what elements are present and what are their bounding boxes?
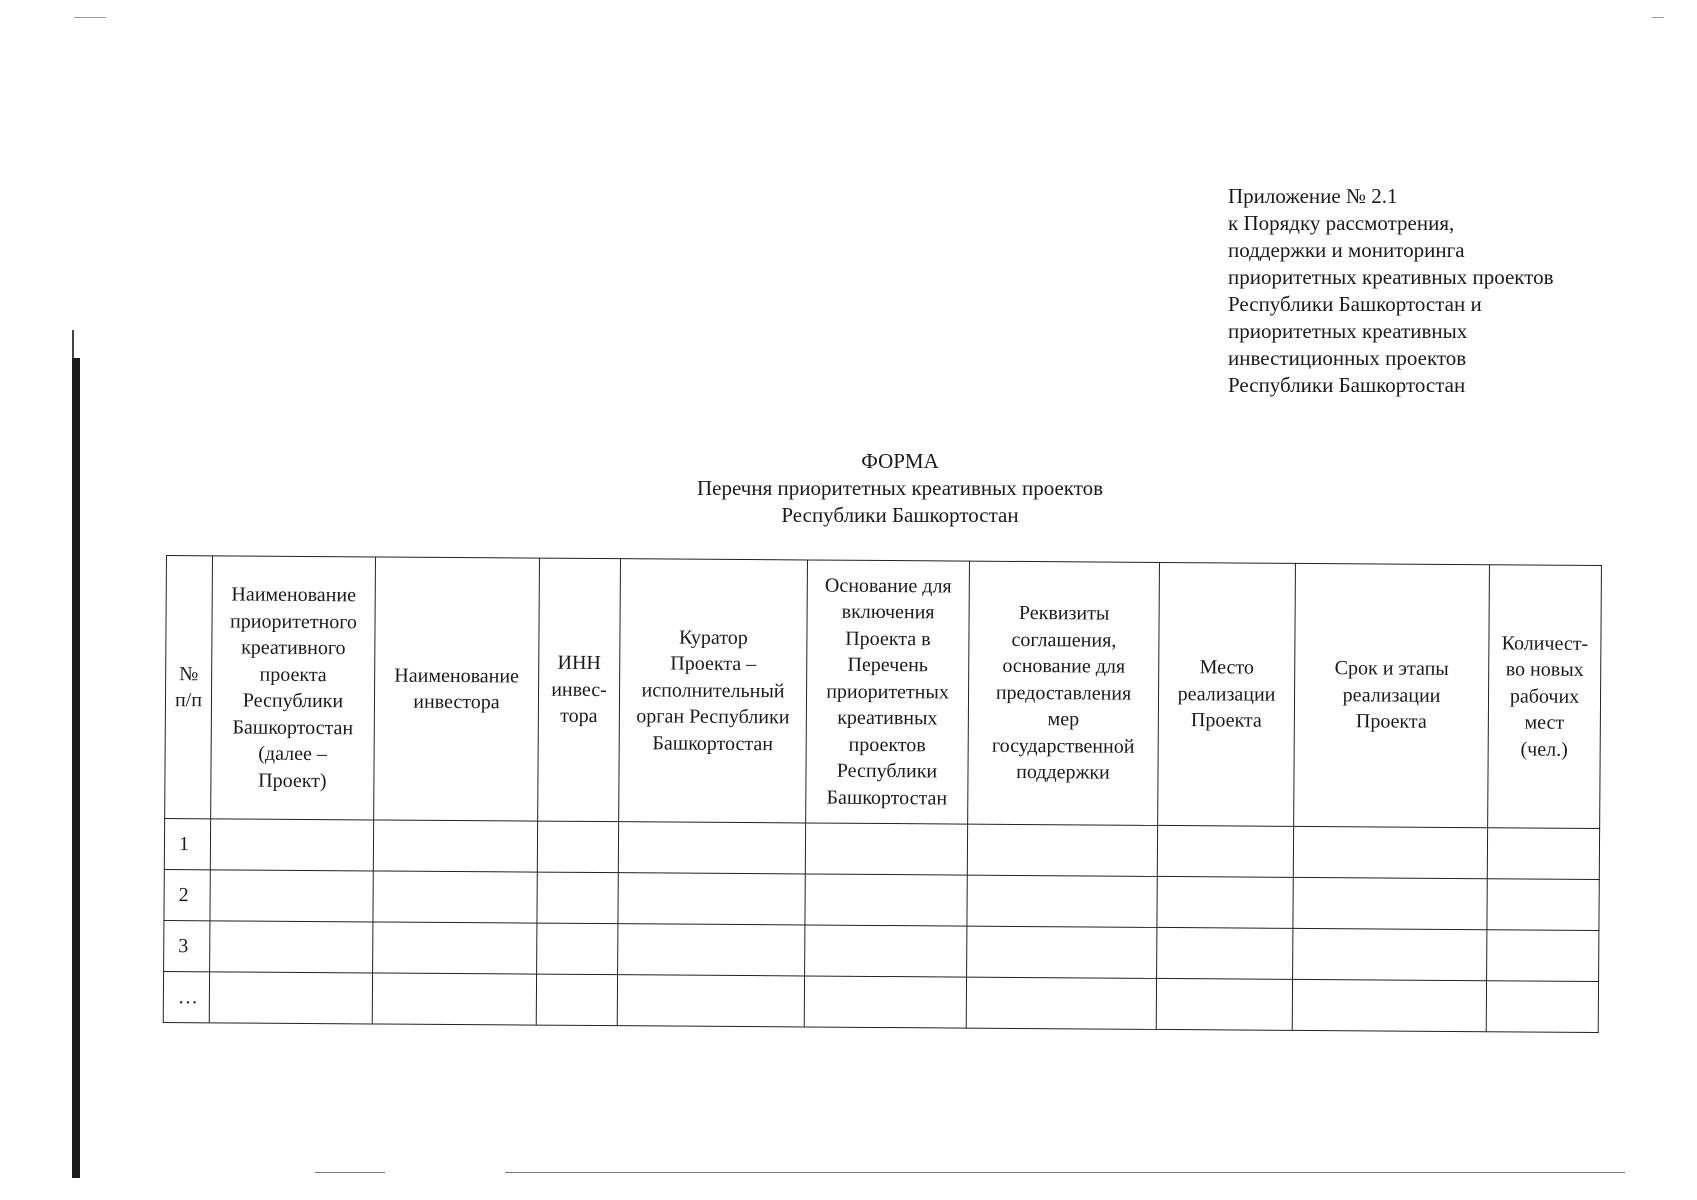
table-cell — [373, 871, 537, 923]
table-cell — [617, 975, 804, 1027]
table-cell — [805, 925, 967, 977]
header-cell-agreement-details: Реквизиты соглашения, основание для предоставления мер государственной поддержки — [968, 561, 1160, 825]
appendix-line: Приложение № 2.1 — [1228, 184, 1398, 208]
header-cell-new-jobs: Количест- во новых рабочих мест (чел.) — [1488, 565, 1602, 829]
table-cell — [618, 873, 805, 925]
scan-bottom-line — [505, 1172, 1625, 1173]
header-cell-investor-inn: ИНН инвес- тора — [538, 558, 621, 822]
header-cell-inclusion-basis: Основание для включения Проекта в Перечень приоритетных креативных проектов Республики Башкортостан — [806, 560, 970, 824]
appendix-line: приоритетных креативных проектов — [1228, 265, 1554, 289]
header-cell-curator: Куратор Проекта – исполнительный орган Республики Башкортостан — [619, 559, 808, 823]
table-cell — [1293, 826, 1487, 878]
table-cell — [966, 977, 1156, 1029]
table-cell — [967, 926, 1157, 978]
table-cell — [1487, 930, 1599, 982]
projects-table — [163, 555, 1602, 1033]
table-cell — [1487, 828, 1599, 880]
header-cell-number: № п/п — [165, 556, 213, 819]
table-cell — [537, 872, 618, 924]
table-cell — [805, 874, 967, 926]
table-cell — [967, 824, 1157, 876]
table-cell — [537, 821, 618, 873]
table-cell — [1292, 979, 1486, 1031]
table-row — [163, 971, 1598, 1032]
row-number: 2 — [164, 869, 210, 920]
appendix-line: Республики Башкортостан — [1228, 373, 1466, 397]
table-cell — [1293, 928, 1487, 980]
appendix-line: поддержки и мониторинга — [1228, 238, 1465, 262]
form-title — [560, 448, 1240, 529]
header-cell-project-name: Наименование приоритетного креативного проекта Республики Башкортостан (далее – Проект) — [211, 556, 376, 820]
table-cell — [1157, 825, 1293, 877]
appendix-line: к Порядку рассмотрения, — [1228, 211, 1455, 235]
form-heading: ФОРМА — [861, 449, 939, 473]
table-cell — [1156, 978, 1292, 1030]
table-cell — [618, 822, 805, 874]
table-cell — [210, 819, 373, 871]
appendix-note — [1228, 183, 1608, 399]
scan-bottom-line — [315, 1172, 385, 1173]
table-cell — [210, 870, 373, 922]
table-cell — [805, 823, 967, 875]
table-cell — [804, 976, 966, 1028]
table-cell — [618, 924, 805, 976]
header-cell-investor-name: Наименование инвестора — [374, 557, 540, 821]
form-subtitle-line: Перечня приоритетных креативных проектов — [696, 476, 1104, 500]
table-cell — [1157, 876, 1293, 928]
appendix-line: Республики Башкортостан и — [1228, 292, 1482, 316]
table-cell — [372, 973, 536, 1025]
table-cell — [537, 923, 618, 975]
table-cell — [1293, 877, 1487, 929]
row-number: 1 — [164, 818, 210, 869]
table-cell — [1486, 981, 1598, 1033]
scan-edge-bar — [72, 358, 80, 1178]
table-cell — [209, 972, 372, 1024]
scan-speck — [1652, 17, 1664, 18]
header-cell-location: Место реализации Проекта — [1158, 562, 1296, 826]
table-cell — [536, 974, 617, 1026]
table-cell — [967, 875, 1157, 927]
header-row — [165, 556, 1602, 829]
appendix-line: приоритетных креативных — [1228, 319, 1468, 343]
header-cell-timeline: Срок и этапы реализации Проекта — [1294, 563, 1490, 827]
appendix-line: инвестиционных проектов — [1228, 346, 1467, 370]
table-cell — [373, 820, 537, 872]
scan-speck — [74, 17, 106, 18]
table-cell — [210, 921, 373, 973]
row-number: 3 — [164, 920, 210, 971]
table-cell — [1157, 927, 1293, 979]
form-subtitle-line: Республики Башкортостан — [781, 503, 1019, 527]
row-number: … — [163, 971, 209, 1022]
table-cell — [373, 922, 537, 974]
table-cell — [1487, 879, 1599, 931]
